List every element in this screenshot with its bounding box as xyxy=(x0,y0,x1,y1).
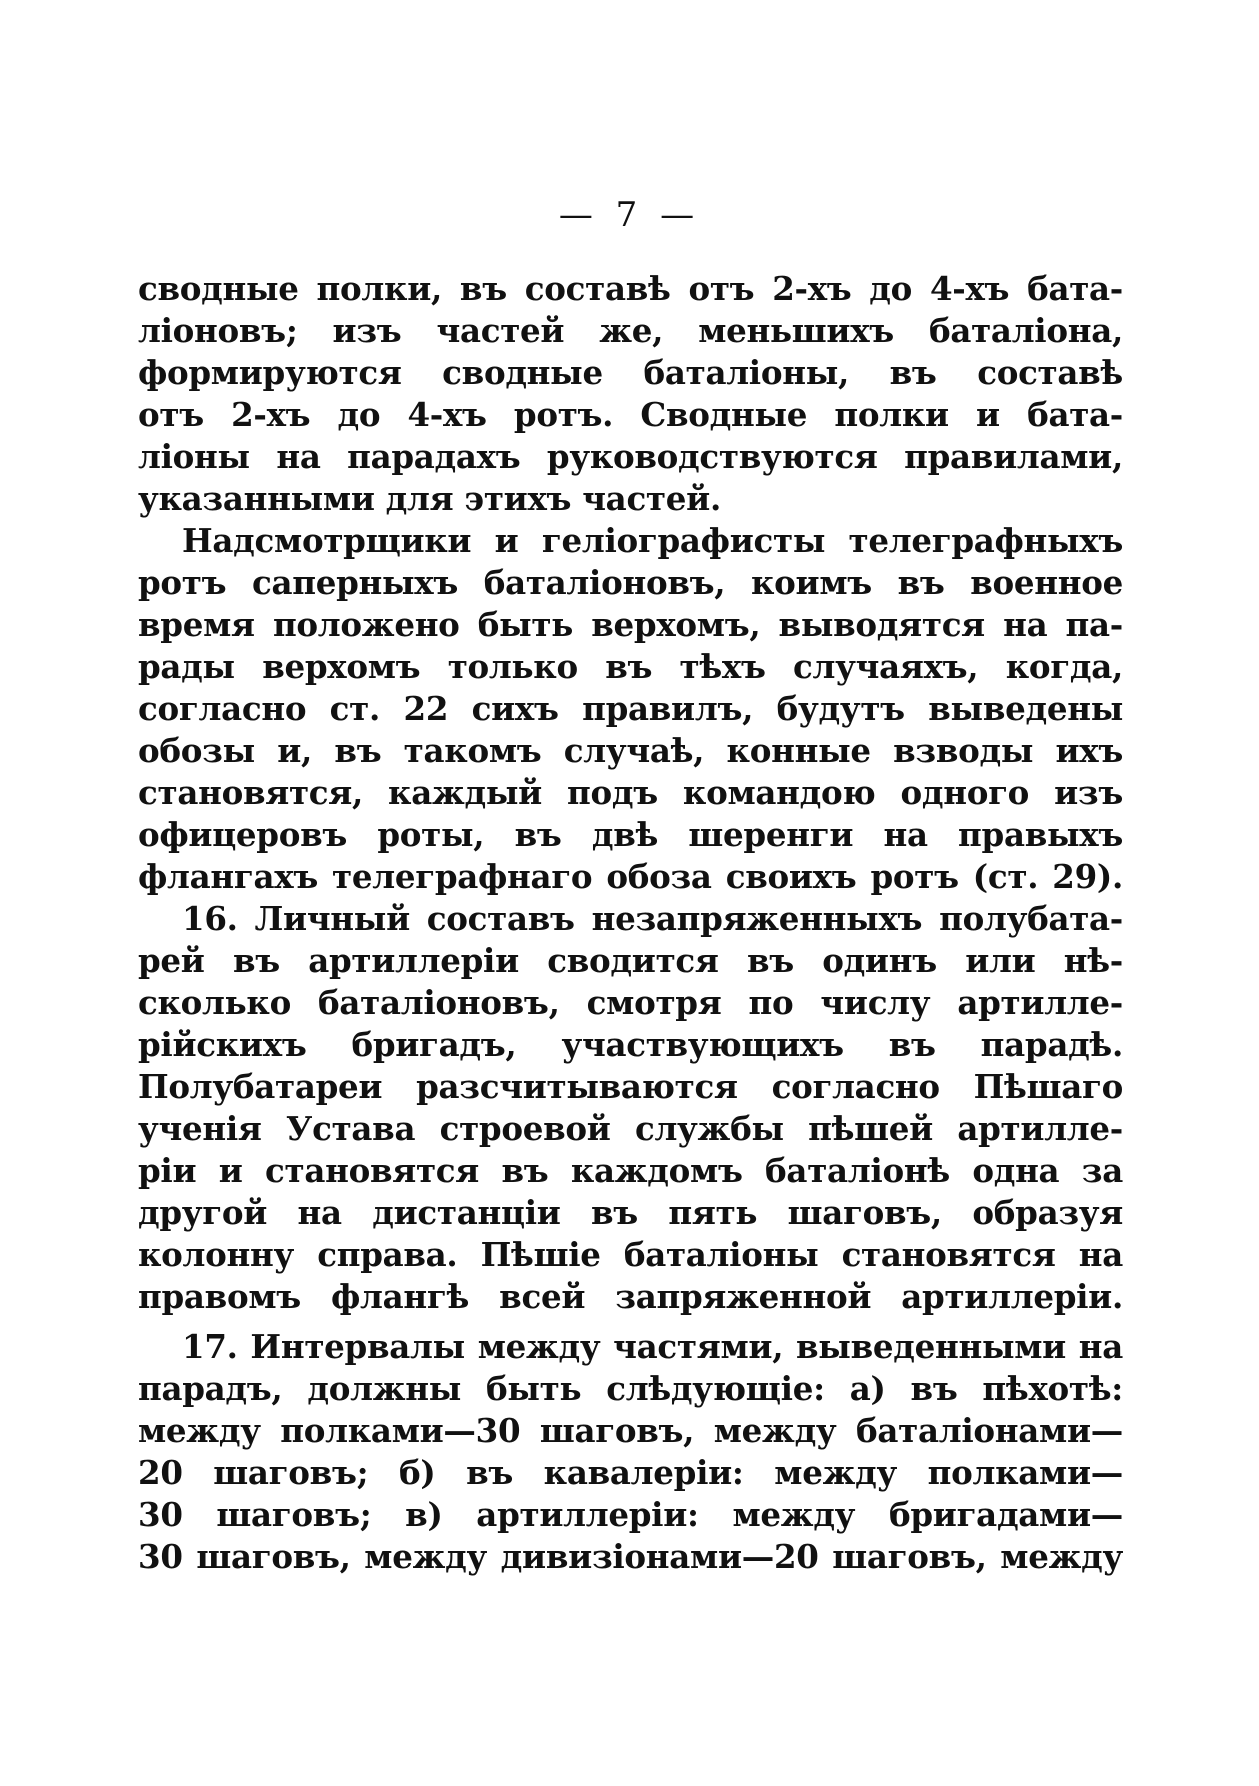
text-line: 30 шаговъ; в) артиллеріи: между бригадами— xyxy=(138,1495,1123,1534)
text-line: парадъ, должны быть слѣдующіе: а) въ пѣхотѣ: xyxy=(138,1369,1123,1408)
text-line: рей въ артиллеріи сводится въ одинъ или нѣ- xyxy=(138,941,1123,980)
text-line: рійскихъ бригадъ, участвующихъ въ парадѣ. xyxy=(138,1025,1123,1064)
text-line: обозы и, въ такомъ случаѣ, конные взводы ихъ xyxy=(138,731,1123,770)
text-line: между полками—30 шаговъ, между баталіонами— xyxy=(138,1411,1123,1450)
text-line: время положено быть верхомъ, выводятся на па- xyxy=(138,605,1123,644)
section-17-start: 17. Интервалы между частями, выведенными на xyxy=(182,1327,1123,1366)
text-line: ротъ саперныхъ баталіоновъ, коимъ въ военное xyxy=(138,563,1123,602)
page-number: — 7 — xyxy=(558,195,701,235)
text-line: рады верхомъ только въ тѣхъ случаяхъ, когда, xyxy=(138,647,1123,686)
text-line: сводные полки, въ составѣ отъ 2-хъ до 4-хъ бата- xyxy=(138,269,1123,308)
text-line: офицеровъ роты, въ двѣ шеренги на правыхъ xyxy=(138,815,1123,854)
text-line: указанными для этихъ частей. xyxy=(138,479,721,518)
paragraph-gap xyxy=(138,1318,1123,1326)
text-line: Надсмотрщики и геліографисты телеграфныхъ xyxy=(182,521,1123,560)
text-line: ріи и становятся въ каждомъ баталіонѣ одна за xyxy=(138,1151,1123,1190)
text-line: ліоны на парадахъ руководствуются правилами, xyxy=(138,437,1123,476)
text-line: отъ 2-хъ до 4-хъ ротъ. Сводные полки и бата- xyxy=(138,395,1123,434)
text-line: правомъ флангѣ всей запряженной артиллеріи. xyxy=(138,1277,1123,1316)
text-line: 30 шаговъ, между дивизіонами—20 шаговъ, между xyxy=(138,1537,1123,1576)
text-line: Полубатареи разсчитываются согласно Пѣшаго xyxy=(138,1067,1123,1106)
text-line: другой на дистанціи въ пять шаговъ, образуя xyxy=(138,1193,1123,1232)
text-line: колонну справа. Пѣшіе баталіоны становятся на xyxy=(138,1235,1123,1274)
text-line: согласно ст. 22 сихъ правилъ, будутъ выведены xyxy=(138,689,1123,728)
text-line: формируются сводные баталіоны, въ составѣ xyxy=(138,353,1123,392)
body-text xyxy=(138,268,1123,1578)
text-line: сколько баталіоновъ, смотря по числу артилле- xyxy=(138,983,1123,1022)
section-16-start: 16. Личный составъ незапряженныхъ полубата- xyxy=(182,899,1123,938)
text-line: 20 шаговъ; б) въ кавалеріи: между полками— xyxy=(138,1453,1123,1492)
text-line: ліоновъ; изъ частей же, меньшихъ баталіона, xyxy=(138,311,1123,350)
text-line: ученія Устава строевой службы пѣшей артилле- xyxy=(138,1109,1123,1148)
text-line: становятся, каждый подъ командою одного изъ xyxy=(138,773,1123,812)
text-line: флангахъ телеграфнаго обоза своихъ ротъ (ст. 29). xyxy=(138,857,1123,896)
